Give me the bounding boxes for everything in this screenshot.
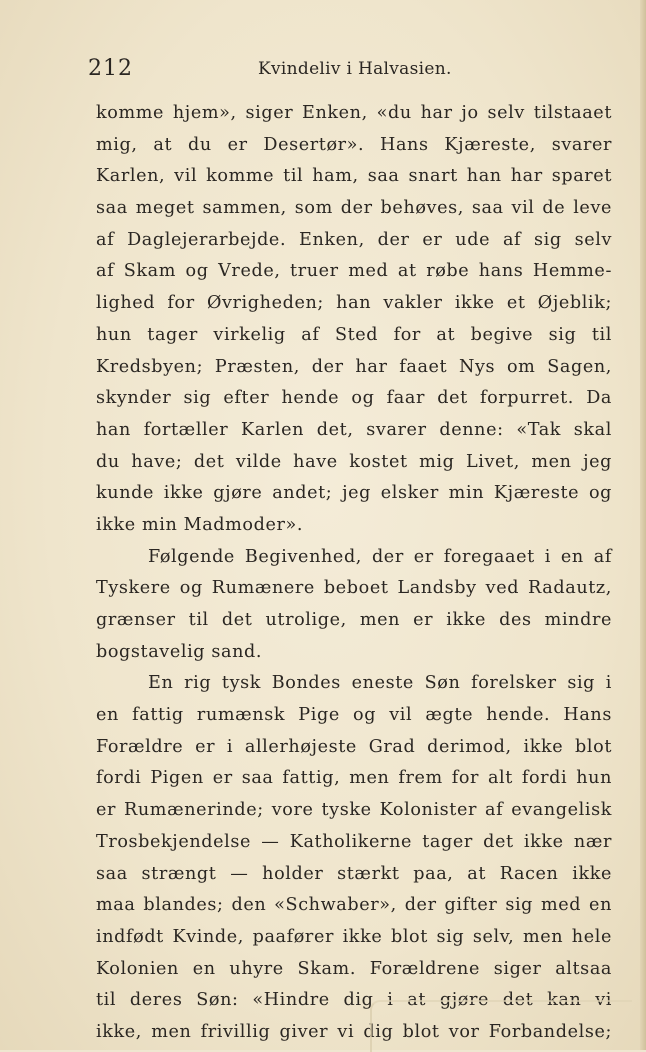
text-line: han fortæller Karlen det, svarer denne: «Tak skal [96,419,612,440]
text-line: bogstavelig sand. [96,641,263,662]
text-line: saa meget sammen, som der behøves, saa vil de leve [96,198,612,219]
text-line: maa blandes; den «Schwaber», der gifter sig med en [96,895,612,916]
text-line: skynder sig efter hende og faar det forpurret. Da [96,388,612,409]
page-header [0,56,646,86]
text-line: ikke min Madmoder». [96,514,304,535]
text-line: mig, at du er Desertør». Hans Kjæreste, svarer [96,134,612,155]
text-line: Trosbekjendelse — Katholikerne tager det ikke nær [96,831,612,852]
text-line: Kolonien en uhyre Skam. Forældrene siger altsaa [96,958,612,979]
text-line: Karlen, vil komme til ham, saa snart han har sparet [96,166,612,187]
text-line: til deres Søn: «Hindre dig i at gjøre det kan vi [96,990,612,1011]
text-line: du have; det vilde have kostet mig Livet, men jeg [96,451,612,472]
running-title: Kvindeliv i Halvasien. [258,59,452,79]
body-text [96,98,612,1049]
text-line: Tyskere og Rumænere beboet Landsby ved Radautz, [96,578,612,599]
page-number: 212 [88,56,133,81]
paper-crease-mark [370,1000,632,1052]
text-line: Kredsbyen; Præsten, der har faaet Nys om Sagen, [96,356,612,377]
text-line: af Daglejerarbejde. Enken, der er ude af sig selv [96,229,612,250]
text-line: Følgende Begivenhed, der er foregaaet i en af [148,546,612,567]
text-line: grænser til det utrolige, men er ikke des mindre [96,610,612,630]
text-line: kunde ikke gjøre andet; jeg elsker min Kjæreste og [96,483,612,504]
text-line: fordi Pigen er saa fattig, men frem for alt fordi hun [96,768,612,789]
text-line: lighed for Øvrigheden; han vakler ikke et Øjeblik; [96,293,612,314]
page-edge [640,0,646,1050]
text-line: saa strængt — holder stærkt paa, at Racen ikke [96,863,612,884]
text-line: af Skam og Vrede, truer med at røbe hans Hemme- [96,261,612,282]
text-line: komme hjem», siger Enken, «du har jo selv tilstaaet [96,103,612,123]
text-line: En rig tysk Bondes eneste Søn forelsker sig i [148,673,612,694]
text-line: er Rumænerinde; vore tyske Kolonister af evangelisk [96,800,612,821]
text-line: indfødt Kvinde, paafører ikke blot sig selv, men hele [96,926,612,947]
text-line: en fattig rumænsk Pige og vil ægte hende. Hans [96,705,612,726]
text-line: hun tager virkelig af Sted for at begive sig til [96,324,612,345]
text-line: ikke, men frivillig giver vi dig blot vor Forbandelse; [96,1021,612,1042]
text-line: Forældre er i allerhøjeste Grad derimod, ikke blot [96,736,612,757]
